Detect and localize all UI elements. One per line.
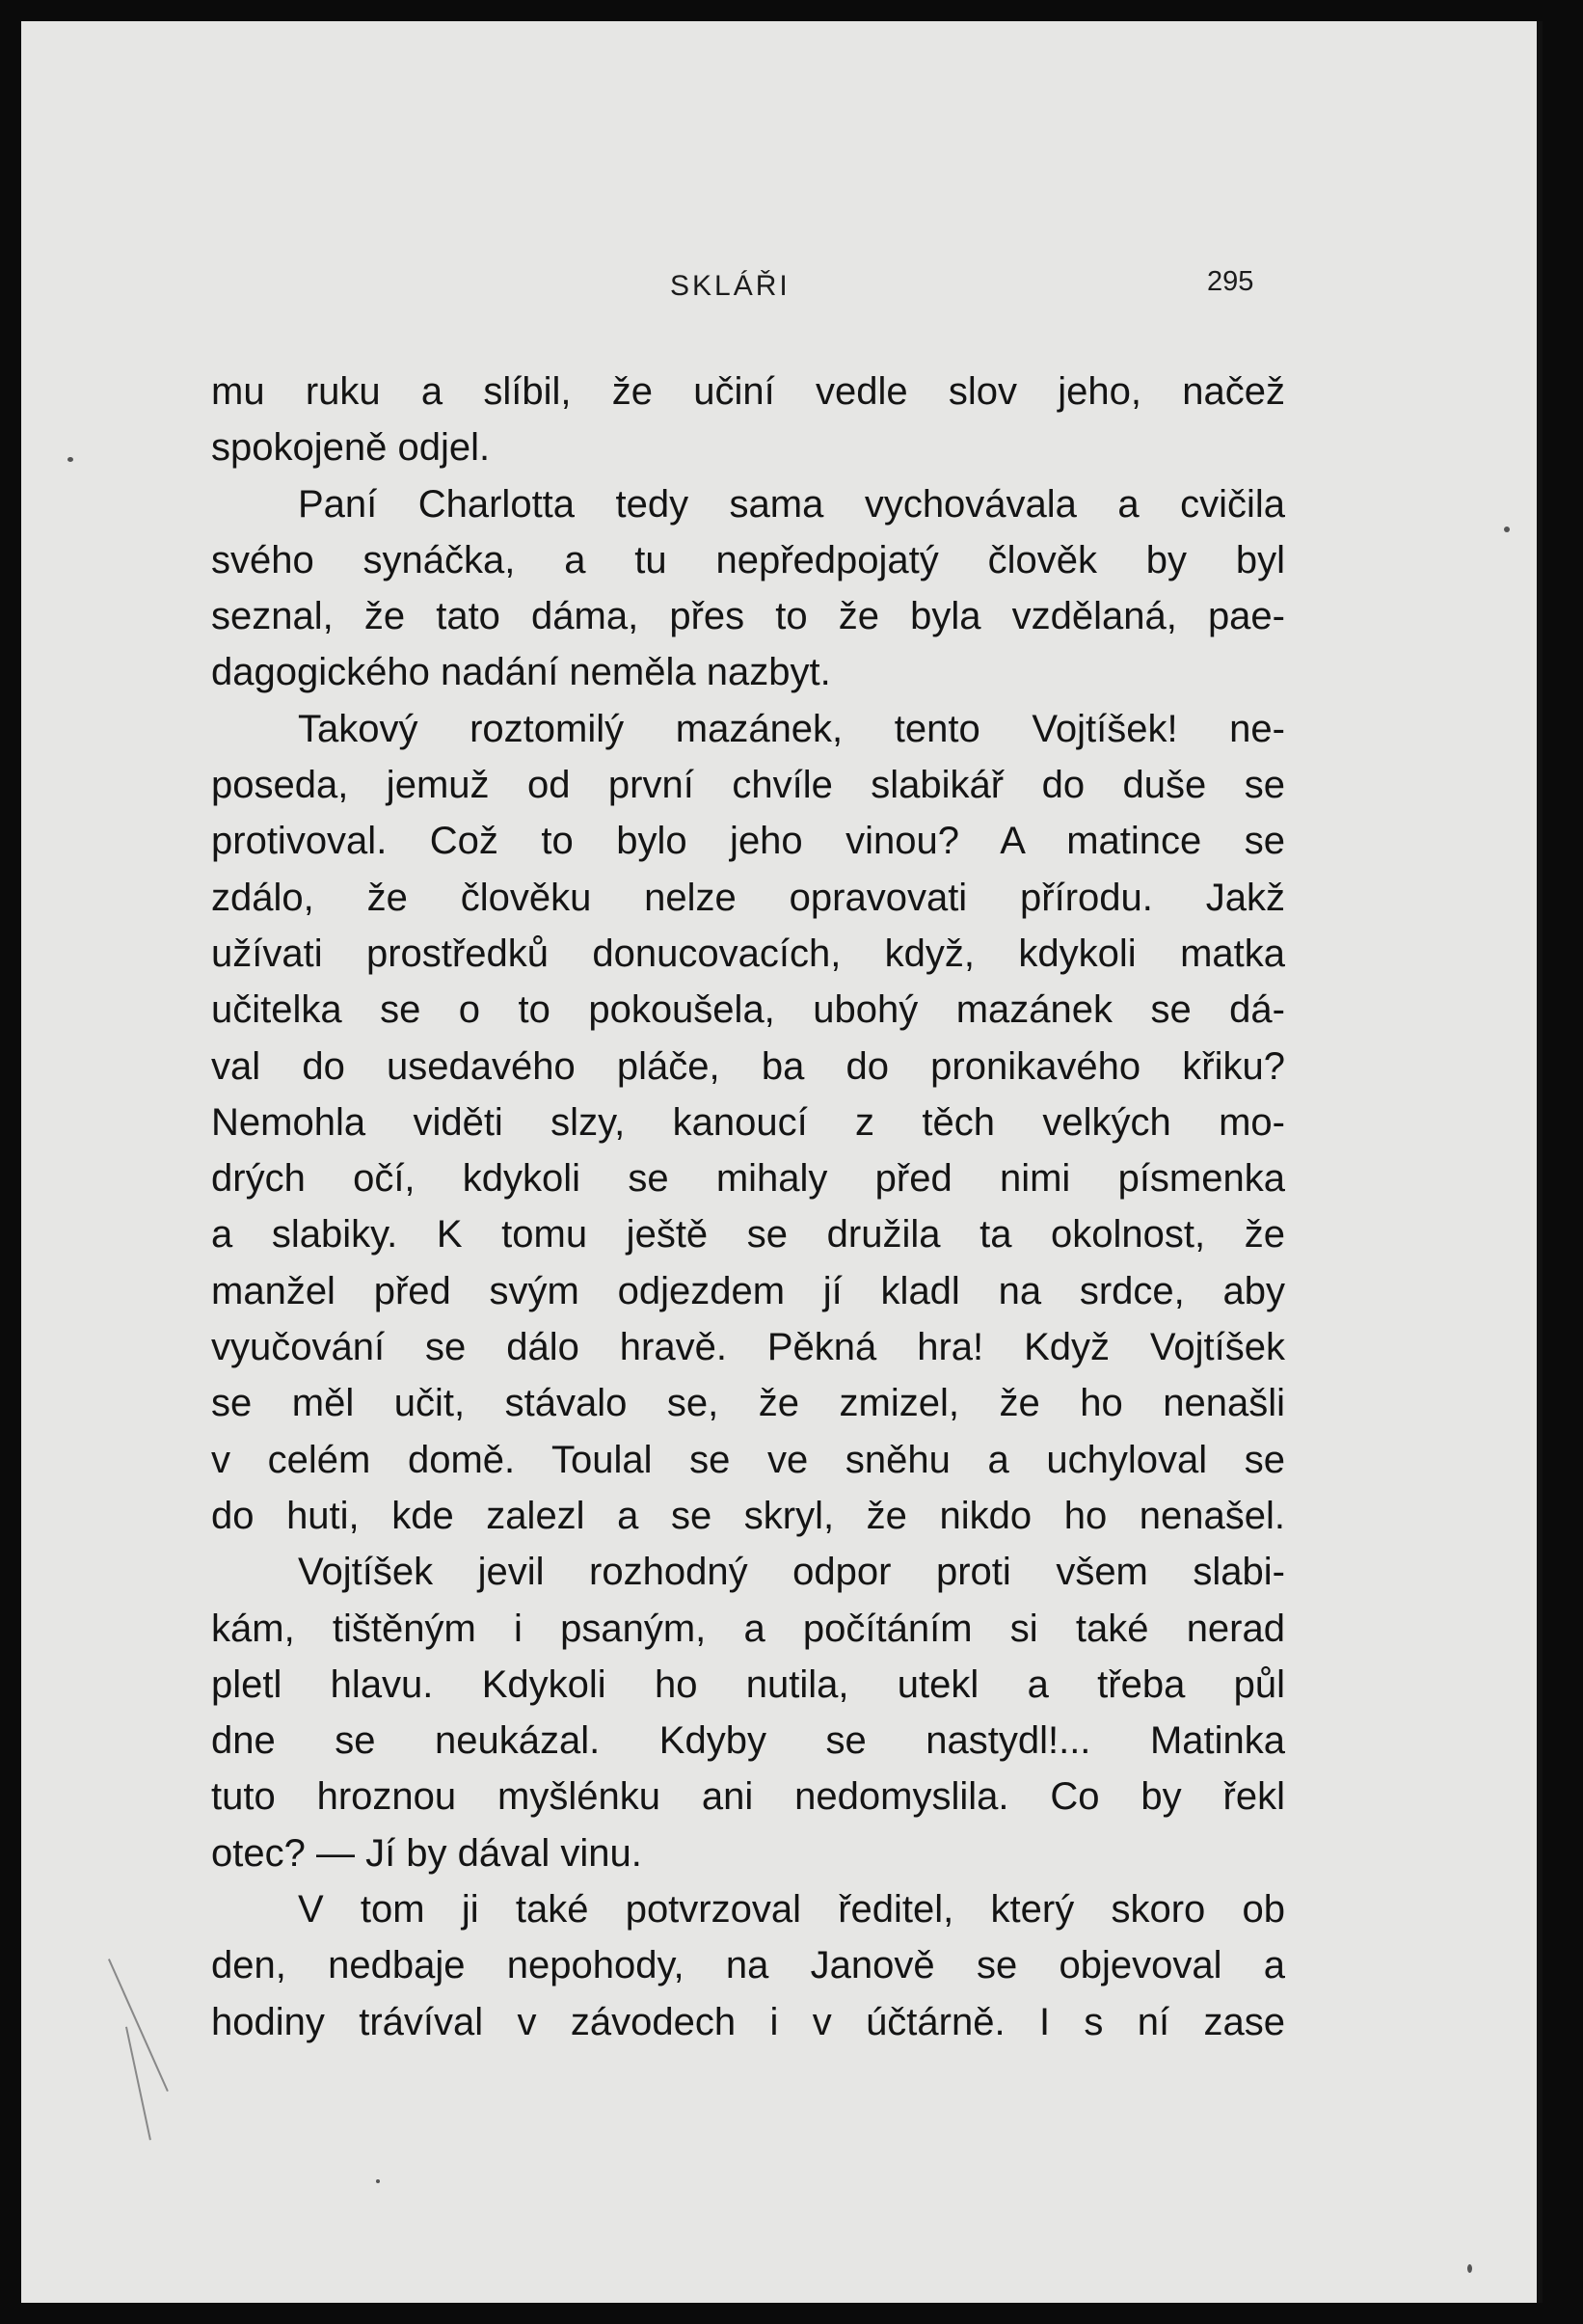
text-line: učitelka se o to pokoušela, ubohý mazánek se dá- xyxy=(211,988,1285,1032)
text-line: Takový roztomilý mazánek, tento Vojtíšek! ne- xyxy=(298,707,1285,750)
text-line: Nemohla viděti slzy, kanoucí z těch velkých mo- xyxy=(211,1100,1285,1144)
running-title: SKLÁŘI xyxy=(670,270,791,302)
text-line: v celém domě. Toulal se ve sněhu a uchyloval se xyxy=(211,1438,1285,1481)
text-line: a slabiky. K tomu ještě se družila ta okolnost, že xyxy=(211,1213,1285,1257)
text-line: dagogického nadání neměla nazbyt. xyxy=(211,651,831,694)
page-header xyxy=(21,266,1543,309)
text-line: pletl hlavu. Kdykoli ho nutila, utekl a třeba půl xyxy=(211,1662,1285,1706)
text-line: val do usedavého pláče, ba do pronikavého křiku? xyxy=(211,1044,1285,1088)
text-line: hodiny trávíval v závodech i v účtárně. I s ní zase xyxy=(211,2000,1285,2043)
text-line: do huti, kde zalezl a se skryl, že nikdo ho nenašel. xyxy=(211,1494,1285,1537)
text-line: Vojtíšek jevil rozhodný odpor proti všem slabi- xyxy=(298,1551,1285,1594)
body-text xyxy=(211,364,1285,2050)
book-page xyxy=(21,21,1543,2303)
text-line: zdálo, že člověku nelze opravovati přírodu. Jakž xyxy=(211,876,1285,919)
text-line: Paní Charlotta tedy sama vychovávala a cvičila xyxy=(298,482,1285,526)
text-line: mu ruku a slíbil, že učiní vedle slov jeho, načež xyxy=(211,370,1285,413)
text-line: seznal, že tato dáma, přes to že byla vzdělaná, pae- xyxy=(211,595,1285,638)
text-line: se měl učit, stávalo se, že zmizel, že ho nenašli xyxy=(211,1382,1285,1425)
scan-speck xyxy=(1467,2264,1472,2273)
scan-speck xyxy=(1504,527,1510,532)
text-line: drých očí, kdykoli se mihaly před nimi písmenka xyxy=(211,1157,1285,1201)
text-line: dne se neukázal. Kdyby se nastydl!... Matinka xyxy=(211,1719,1285,1763)
text-line: den, nedbaje nepohody, na Janově se objevoval a xyxy=(211,1944,1285,1987)
text-line: tuto hroznou myšlénku ani nedomyslila. Co by řekl xyxy=(211,1775,1285,1819)
text-line: spokojeně odjel. xyxy=(211,426,491,470)
text-line: svého synáčka, a tu nepředpojatý člověk by byl xyxy=(211,538,1285,581)
scan-speck xyxy=(67,457,73,462)
text-line: poseda, jemuž od první chvíle slabikář do duše se xyxy=(211,764,1285,807)
text-line: otec? — Jí by dával vinu. xyxy=(211,1831,642,1875)
text-line: kám, tištěným i psaným, a počítáním si také nerad xyxy=(211,1607,1285,1650)
text-line: manžel před svým odjezdem jí kladl na srdce, aby xyxy=(211,1269,1285,1312)
text-line: V tom ji také potvrzoval ředitel, který skoro ob xyxy=(298,1888,1285,1932)
text-line: vyučování se dálo hravě. Pěkná hra! Když Vojtíšek xyxy=(211,1326,1285,1369)
scan-scratch xyxy=(108,1959,169,2092)
scan-speck xyxy=(376,2179,380,2183)
text-line: protivoval. Což to bylo jeho vinou? A matince se xyxy=(211,820,1285,863)
text-line: užívati prostředků donucovacích, když, kdykoli matka xyxy=(211,932,1285,975)
page-number: 295 xyxy=(1207,266,1254,297)
